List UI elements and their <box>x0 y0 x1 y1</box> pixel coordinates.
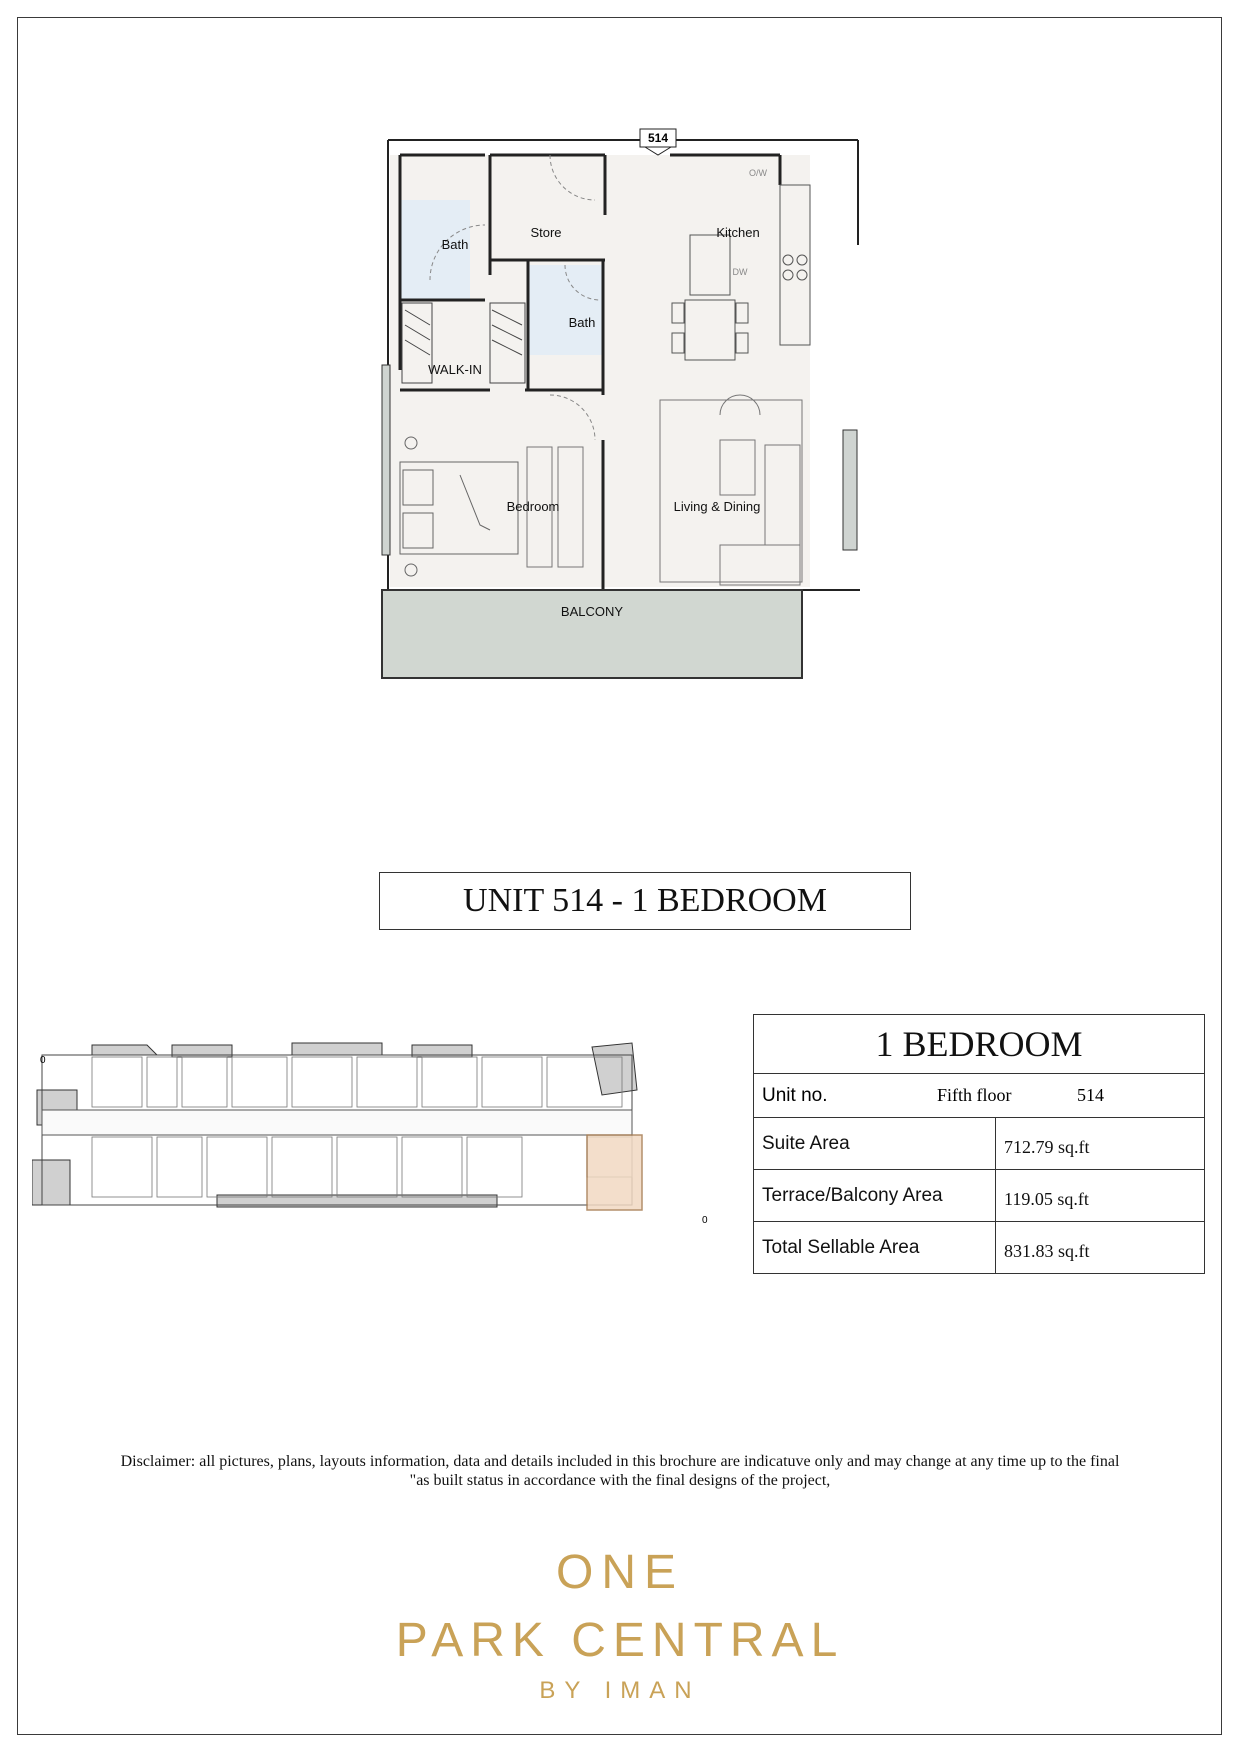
unit-tag: 514 <box>647 131 669 145</box>
room-label-bath-2: Bath <box>568 315 596 330</box>
unit-no-value: 514 <box>1077 1085 1104 1105</box>
brand-logo <box>370 1525 870 1710</box>
disclaimer-line-2: "as built status in accordance with the final designs of the project, <box>409 1472 831 1489</box>
table-heading: 1 BEDROOM <box>754 1015 1205 1074</box>
unit-no-label: Unit no. <box>762 1084 828 1106</box>
balcony-area-label: Terrace/Balcony Area <box>754 1170 996 1222</box>
unit-title: UNIT 514 - 1 BEDROOM <box>379 872 911 930</box>
table-row <box>754 1118 1205 1170</box>
table-row <box>754 1170 1205 1222</box>
suite-area-value: 712.79 sq.ft <box>996 1118 1205 1170</box>
unit-floor-plan <box>370 125 870 755</box>
key-plan <box>32 1035 722 1225</box>
keyplan-marker-right: 0 <box>702 1215 708 1225</box>
disclaimer <box>70 1452 1170 1490</box>
unit-area-table <box>753 1014 1205 1274</box>
room-label-walk-in: WALK-IN <box>428 362 482 377</box>
total-area-value: 831.83 sq.ft <box>996 1222 1205 1274</box>
dishwasher-label: DW <box>732 267 748 277</box>
room-label-bath-1: Bath <box>441 237 469 252</box>
table-row <box>754 1222 1205 1274</box>
suite-area-label: Suite Area <box>754 1118 996 1170</box>
keyplan-marker-left: 0 <box>40 1055 46 1066</box>
unit-number-row <box>762 1074 1196 1117</box>
disclaimer-line-1: Disclaimer: all pictures, plans, layouts information, data and details included in this brochure are indicatuve only and may change at any time up to the final <box>120 1453 1120 1470</box>
room-label-balcony: BALCONY <box>560 604 624 619</box>
logo-line-by-iman: BY IMAN <box>539 1677 701 1704</box>
floor-value: Fifth floor <box>937 1085 1012 1105</box>
room-label-bedroom: Bedroom <box>506 499 560 514</box>
room-label-store: Store <box>530 225 562 240</box>
balcony-area-value: 119.05 sq.ft <box>996 1170 1205 1222</box>
logo-line-one: ONE <box>555 1546 684 1599</box>
logo-line-park-central: PARK CENTRAL <box>395 1614 845 1667</box>
oven-label: O/W <box>749 168 767 178</box>
room-label-kitchen: Kitchen <box>716 225 760 240</box>
total-area-label: Total Sellable Area <box>754 1222 996 1274</box>
room-label-living-dining: Living & Dining <box>673 499 761 514</box>
unit-highlight <box>587 1135 642 1210</box>
